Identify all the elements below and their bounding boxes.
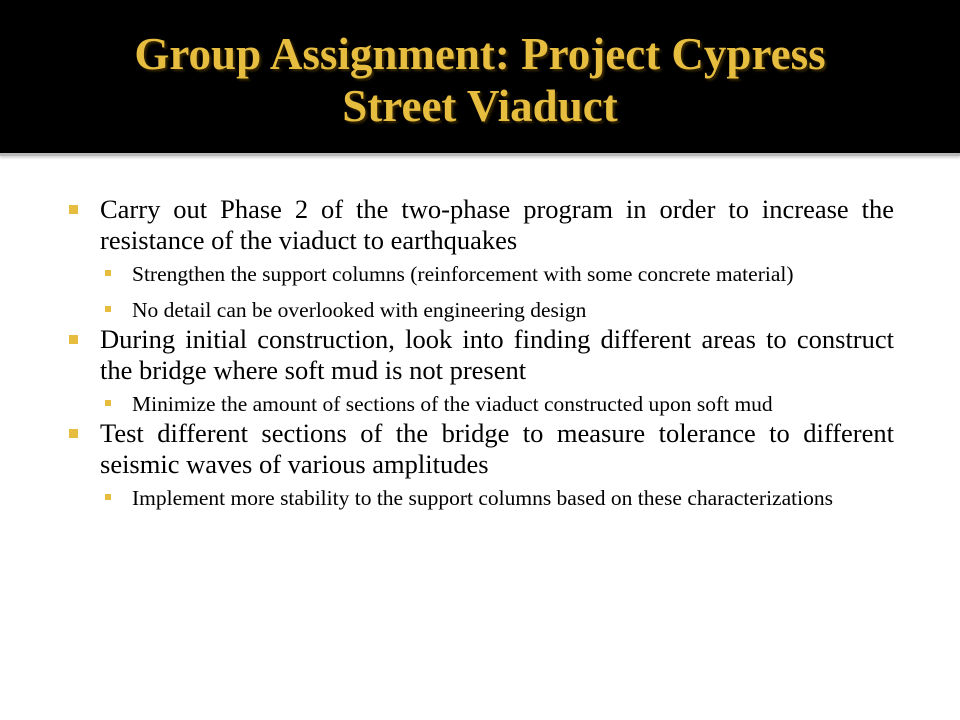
bullet-text: Carry out Phase 2 of the two-phase program in order to increase the resistance of the viaduct to earthquakes bbox=[100, 194, 894, 255]
sub-bullet-text: Minimize the amount of sections of the viaduct constructed upon soft mud bbox=[132, 392, 773, 416]
square-bullet-icon bbox=[105, 494, 111, 500]
square-bullet-icon bbox=[69, 335, 78, 344]
sub-bullet-text: Strengthen the support columns (reinforcement with some concrete material) bbox=[132, 262, 794, 286]
sub-bullet-item bbox=[0, 392, 960, 416]
square-bullet-icon bbox=[69, 205, 78, 214]
bullet-text: Test different sections of the bridge to measure tolerance to different seismic waves of various amplitudes bbox=[100, 418, 894, 479]
square-bullet-icon bbox=[105, 400, 111, 406]
bullet-item bbox=[0, 418, 960, 480]
bullet-item bbox=[0, 194, 960, 256]
slide-title bbox=[0, 28, 960, 132]
slide-title-line-1: Group Assignment: Project Cypress bbox=[134, 29, 826, 79]
square-bullet-icon bbox=[69, 429, 78, 438]
square-bullet-icon bbox=[105, 270, 111, 276]
sub-bullet-text: No detail can be overlooked with engineering design bbox=[132, 298, 587, 322]
sub-bullet-item bbox=[0, 486, 960, 510]
sub-bullet-item bbox=[0, 298, 960, 322]
sub-bullet-text: Implement more stability to the support columns based on these characterizations bbox=[132, 486, 833, 510]
bullet-item bbox=[0, 324, 960, 386]
slide-title-line-2: Street Viaduct bbox=[342, 81, 618, 131]
sub-bullet-item bbox=[0, 262, 960, 286]
title-bar bbox=[0, 0, 960, 153]
bullet-text: During initial construction, look into finding different areas to construct the bridge where soft mud is not present bbox=[100, 324, 894, 385]
slide-content bbox=[0, 194, 960, 694]
square-bullet-icon bbox=[105, 306, 111, 312]
